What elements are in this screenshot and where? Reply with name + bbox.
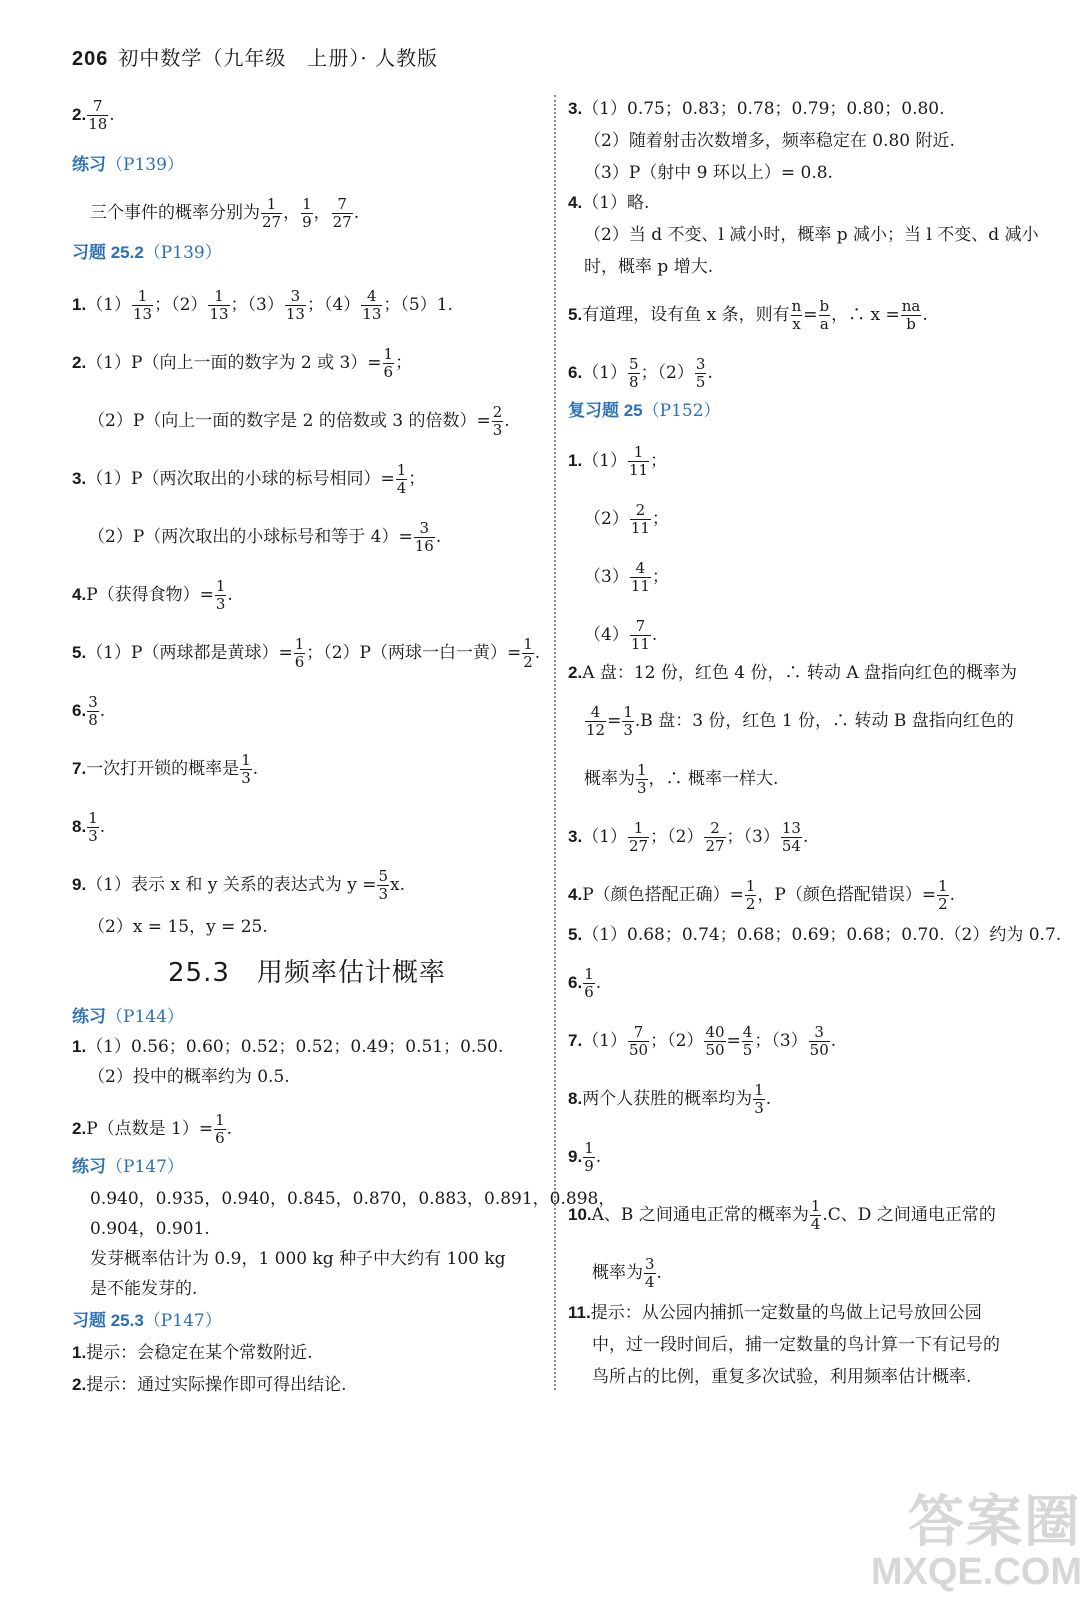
review-5: 5.（1）0.68；0.74；0.68；0.69；0.68；0.70.（2）约为 0.7. (568, 925, 1062, 945)
exercise-3a: 3.（1）0.75；0.83；0.78；0.79；0.80；0.80. (568, 99, 945, 119)
problem-3a: 3.（1）P（两次取出的小球的标号相同）= $\frac{1}{4}$ ； (72, 461, 426, 497)
review-9: 9. $\frac{1}{9}$ . (568, 1139, 602, 1175)
review-2c: 概率为 $\frac{1}{3}$ ，∴ 概率一样大. (584, 761, 779, 797)
problem-7: 7.一次打开锁的概率是 $\frac{1}{3}$ . (72, 751, 259, 787)
review-10a: 10.A、B 之间通电正常的概率为 $\frac{1}{4}$ .C、D 之间通电正常的 (568, 1197, 996, 1233)
problem-3b: （2）P（两次取出的小球标号和等于 4）= $\frac{3}{16}$ . (88, 519, 442, 555)
exercise-1a: 1.（1）0.56；0.60；0.52；0.52；0.49；0.51；0.50. (72, 1037, 504, 1057)
section-exercise-p147: 练习（P147） (72, 1157, 184, 1177)
review-2a: 2.A 盘：12 份，红色 4 份，∴ 转动 A 盘指向红色的概率为 (568, 663, 1018, 683)
review-8: 8.两个人获胜的概率均为 $\frac{1}{3}$ . (568, 1081, 772, 1117)
exercise-4c: 时，概率 p 增大. (584, 257, 714, 277)
page-header (72, 42, 438, 71)
review-1-4: （4） $\frac{7}{11}$ . (584, 617, 658, 653)
problem-6: 6. $\frac{3}{8}$ . (72, 693, 106, 729)
problem-9a: 9.（1）表示 x 和 y 关系的表达式为 y = $\frac{5}{3}$ x. (72, 867, 406, 903)
answer-2: 2. $\frac{7}{18}$ . (72, 97, 115, 133)
problem-2a: 2.（1）P（向上一面的数字为 2 或 3）= $\frac{1}{6}$ ； (72, 345, 413, 381)
watermark: 答案圈 MXQE.COM (870, 1490, 1082, 1593)
problem-5: 5.（1）P（两球都是黄球）= $\frac{1}{6}$ ；（2）P（两球一白一黄）= $\frac{1}{2}$ . (72, 635, 541, 671)
section-review-25: 复习题 25（P152） (568, 401, 721, 421)
problem-25-3-1: 1.提示：会稳定在某个常数附近. (72, 1343, 313, 1363)
germination-line-1: 0.940，0.935，0.940，0.845，0.870，0.883，0.891，0.898， (90, 1189, 616, 1209)
exercise-4b: （2）当 d 不变、l 减小时，概率 p 减小；当 l 不变、d 减小 (584, 225, 1039, 245)
exercise-4a: 4.（1）略. (568, 193, 650, 213)
exercise-5: 5.有道理，设有鱼 x 条，则有 $\frac{n}{x}$ = $\frac{b}{a}$ ，∴ x = $\frac{na}{b}$ . (568, 297, 928, 333)
book-title: 初中数学（九年级 上册）· 人教版 (118, 46, 439, 70)
section-problems-25-2: 习题 25.2（P139） (72, 243, 222, 263)
review-2b: $\frac{4}{12}$ = $\frac{1}{3}$ .B 盘：3 份，红色 1 份，∴ 转动 B 盘指向红色的 (586, 703, 1014, 739)
review-1-1: 1.（1） $\frac{1}{11}$ ； (568, 443, 668, 479)
problem-1: 1.（1） $\frac{1}{13}$ ；（2） $\frac{1}{13}$ ；（3） $\frac{3}{13}$ ；（4） $\frac{4}{13}$ ；（5）1. (72, 287, 453, 323)
exercise-1b: （2）投中的概率约为 0.5. (88, 1067, 290, 1087)
section-exercise-p144: 练习（P144） (72, 1007, 184, 1027)
germination-line-2: 0.904，0.901. (90, 1219, 210, 1239)
page-number: 206 (72, 48, 109, 70)
exercise-line: 三个事件的概率分别为 $\frac{1}{27}$ ， $\frac{1}{9}$ ， $\frac{7}{27}$ . (90, 195, 360, 231)
problem-2b: （2）P（向上一面的数字是 2 的倍数或 3 的倍数）= $\frac{2}{3}$ . (88, 403, 510, 439)
review-10b: 概率为 $\frac{3}{4}$ . (592, 1255, 662, 1291)
review-11b: 中，过一段时间后，捕一定数量的鸟计算一下有记号的 (592, 1335, 1000, 1355)
problem-4: 4.P（获得食物）= $\frac{1}{3}$ . (72, 577, 233, 613)
review-1-3: （3） $\frac{4}{11}$ ； (584, 559, 669, 595)
section-exercise-p139: 练习（P139） (72, 155, 184, 175)
review-11a: 11.提示：从公园内捕抓一定数量的鸟做上记号放回公园 (568, 1303, 982, 1323)
exercise-2: 2.P（点数是 1）= $\frac{1}{6}$ . (72, 1111, 233, 1147)
exercise-6: 6.（1） $\frac{5}{8}$ ；（2） $\frac{3}{5}$ . (568, 355, 713, 391)
review-3: 3.（1） $\frac{1}{27}$ ；（2） $\frac{2}{27}$ ；（3） $\frac{13}{54}$ . (568, 819, 809, 855)
review-7: 7.（1） $\frac{7}{50}$ ；（2） $\frac{40}{50}$ = $\frac{4}{5}$ ；（3） $\frac{3}{50}$ . (568, 1023, 837, 1059)
problem-9b: （2）x = 15，y = 25. (88, 917, 268, 937)
review-4: 4.P（颜色搭配正确）= $\frac{1}{2}$ ，P（颜色搭配错误）= $\frac{1}{2}$ . (568, 877, 956, 913)
germination-line-4: 是不能发芽的. (90, 1279, 198, 1299)
review-6: 6. $\frac{1}{6}$ . (568, 965, 602, 1001)
section-title-25-3: 25.3 用频率估计概率 (168, 958, 446, 988)
review-1-2: （2） $\frac{2}{11}$ ； (584, 501, 669, 537)
exercise-3b: （2）随着射击次数增多，频率稳定在 0.80 附近. (584, 131, 955, 151)
germination-line-3: 发芽概率估计为 0.9，1 000 kg 种子中大约有 100 kg (90, 1249, 506, 1269)
problem-8: 8. $\frac{1}{3}$ . (72, 809, 106, 845)
review-11c: 鸟所占的比例，重复多次试验，利用频率估计概率. (592, 1367, 972, 1387)
section-problems-25-3: 习题 25.3（P147） (72, 1311, 222, 1331)
exercise-3c: （3）P（射中 9 环以上）= 0.8. (584, 163, 833, 183)
problem-25-3-2: 2.提示：通过实际操作即可得出结论. (72, 1375, 347, 1395)
